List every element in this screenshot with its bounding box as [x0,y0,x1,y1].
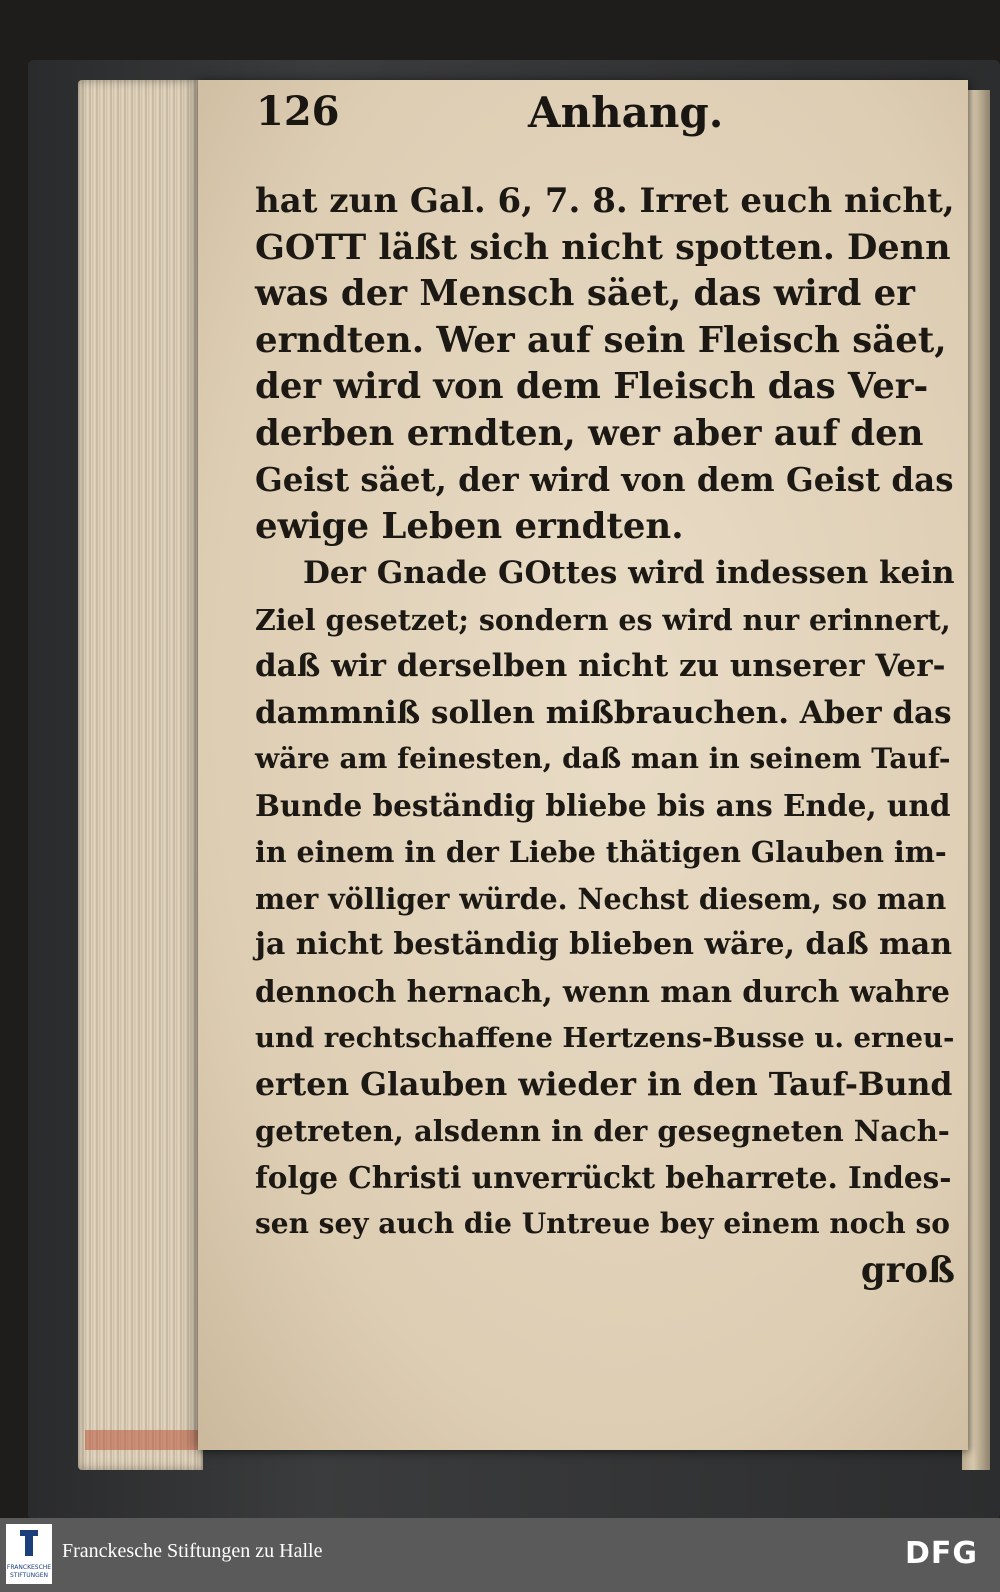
logo-text: FRANCKESCHE STIFTUNGEN [6,1564,52,1579]
text-line: ja nicht beständig blieben wäre, daß man [255,927,953,962]
institution-logo[interactable] [6,1524,52,1584]
body-text [255,178,955,1294]
text-line: Ziel gesetzet; sondern es wird nur erinnert, [255,602,951,637]
text-line: mer völliger würde. Nechst diesem, so man [255,881,947,916]
text-line: was der Mensch säet, das wird er [255,273,915,314]
text-line: Geist säet, der wird von dem Geist das [255,460,954,499]
text-line: folge Christi unverrückt beharrete. Indes- [255,1159,952,1195]
viewer-footer [0,1518,1000,1592]
text-line: dennoch hernach, wenn man durch wahre [255,973,950,1009]
text-line: erten Glauben wieder in den Tauf-Bund [255,1065,953,1103]
institution-name[interactable]: Franckesche Stiftungen zu Halle [62,1540,323,1562]
text-line: der wird von dem Fleisch das Ver- [255,366,929,407]
text-line: sen sey auch die Untreue bey einem noch so [255,1207,950,1240]
page-edges [78,80,203,1470]
text-line: Der Gnade GOttes wird indessen kein [303,555,955,591]
text-line: Bunde beständig bliebe bis ans Ende, und [255,787,951,823]
text-line: daß wir derselben nicht zu unserer Ver- [255,648,946,684]
text-line: erndten. Wer auf sein Fleisch säet, [255,319,947,361]
page-header [238,88,958,148]
text-line: wäre am feinesten, daß man in seinem Tauf- [255,742,951,775]
text-line: GOTT läßt sich nicht spotten. Denn [255,226,951,268]
dfg-logo[interactable]: DFG [904,1536,978,1571]
logo-tower-body [25,1534,33,1556]
page-number: 126 [256,88,340,135]
text-line: und rechtschaffene Hertzens-Busse u. erneu- [255,1022,955,1054]
text-line: getreten, alsdenn in der gesegneten Nach- [255,1114,950,1148]
running-head: Anhang. [528,88,724,137]
text-line: derben erndten, wer aber auf den [255,412,924,454]
text-line: hat zun Gal. 6, 7. 8. Irret euch nicht, [255,181,955,221]
text-line: in einem in der Liebe thätigen Glauben im- [255,835,947,869]
text-line: dammniß sollen mißbrauchen. Aber das [255,694,952,731]
text-line: ewige Leben erndten. [255,505,684,547]
catchword: groß [860,1249,955,1291]
page-edges-bottom [85,1430,203,1450]
